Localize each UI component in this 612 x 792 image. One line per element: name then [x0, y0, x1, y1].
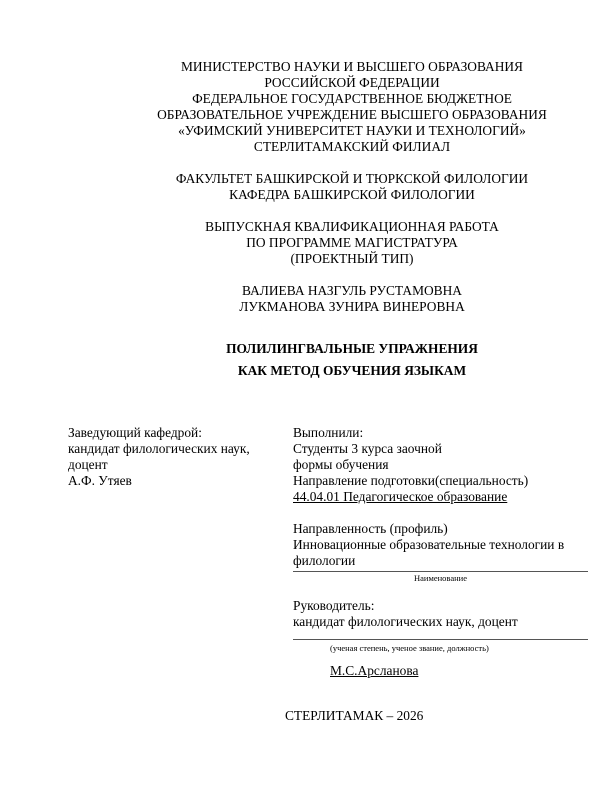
left-line: Заведующий кафедрой: [68, 425, 202, 440]
supervisor-rule [293, 639, 588, 640]
work-type-line: (ПРОЕКТНЫЙ ТИП) [290, 251, 414, 266]
specialty: 44.04.01 Педагогическое образование [293, 489, 508, 504]
city-year: СТЕРЛИТАМАК – 2026 [285, 708, 424, 723]
profile-line: Направленность (профиль) [293, 521, 448, 536]
title-line: ПОЛИЛИНГВАЛЬНЫЕ УПРАЖНЕНИЯ [226, 341, 478, 356]
department-line: КАФЕДРА БАШКИРСКОЙ ФИЛОЛОГИИ [229, 187, 475, 202]
profile-rule [293, 571, 588, 572]
work-type-line: ПО ПРОГРАММЕ МАГИСТРАТУРА [246, 235, 458, 250]
author-name: ВАЛИЕВА НАЗГУЛЬ РУСТАМОВНА [242, 283, 462, 298]
header-line: ФЕДЕРАЛЬНОЕ ГОСУДАРСТВЕННОЕ БЮДЖЕТНОЕ [192, 91, 512, 106]
header-line: «УФИМСКИЙ УНИВЕРСИТЕТ НАУКИ И ТЕХНОЛОГИЙ» [178, 123, 526, 138]
header-line: РОССИЙСКОЙ ФЕДЕРАЦИИ [264, 75, 440, 90]
header-line: ОБРАЗОВАТЕЛЬНОЕ УЧРЕЖДЕНИЕ ВЫСШЕГО ОБРАЗОВАНИЯ [157, 107, 547, 122]
right-line: Выполнили: [293, 425, 364, 440]
title-line: КАК МЕТОД ОБУЧЕНИЯ ЯЗЫКАМ [237, 363, 467, 378]
right-line: формы обучения [293, 457, 389, 472]
header-line: МИНИСТЕРСТВО НАУКИ И ВЫСШЕГО ОБРАЗОВАНИЯ [181, 59, 523, 74]
right-line: Направление подготовки(специальность) [293, 473, 529, 488]
authors-block [100, 283, 604, 315]
author-name: ЛУКМАНОВА ЗУНИРА ВИНЕРОВНА [239, 299, 465, 314]
right-line: Студенты 3 курса заочной [293, 441, 442, 456]
supervisor-degree: кандидат филологических наук, доцент [293, 614, 518, 629]
work-type-line: ВЫПУСКНАЯ КВАЛИФИКАЦИОННАЯ РАБОТА [205, 219, 499, 234]
ministry-header [100, 59, 604, 155]
left-line: кандидат филологических наук, [68, 441, 250, 456]
faculty-block [100, 171, 604, 203]
profile-line: филологии [293, 553, 356, 568]
thesis-title [100, 341, 604, 379]
profile-line: Инновационные образовательные технологии в [293, 537, 565, 552]
supervisor-label: Руководитель: [293, 598, 375, 613]
head-name: А.Ф. Утяев [68, 473, 132, 488]
performed-block [293, 425, 528, 505]
profile-block [293, 521, 564, 569]
supervisor-caption: (ученая степень, ученое звание, должность) [330, 643, 489, 653]
work-type-block [100, 219, 604, 267]
supervisor-block [293, 598, 518, 630]
header-line: СТЕРЛИТАМАКСКИЙ ФИЛИАЛ [253, 139, 451, 154]
left-line: доцент [68, 457, 108, 472]
head-of-department-block [68, 425, 250, 489]
profile-caption: Наименование [414, 573, 467, 583]
supervisor-name: М.С.Арсланова [330, 663, 419, 678]
faculty-line: ФАКУЛЬТЕТ БАШКИРСКОЙ И ТЮРКСКОЙ ФИЛОЛОГИИ [175, 171, 529, 186]
